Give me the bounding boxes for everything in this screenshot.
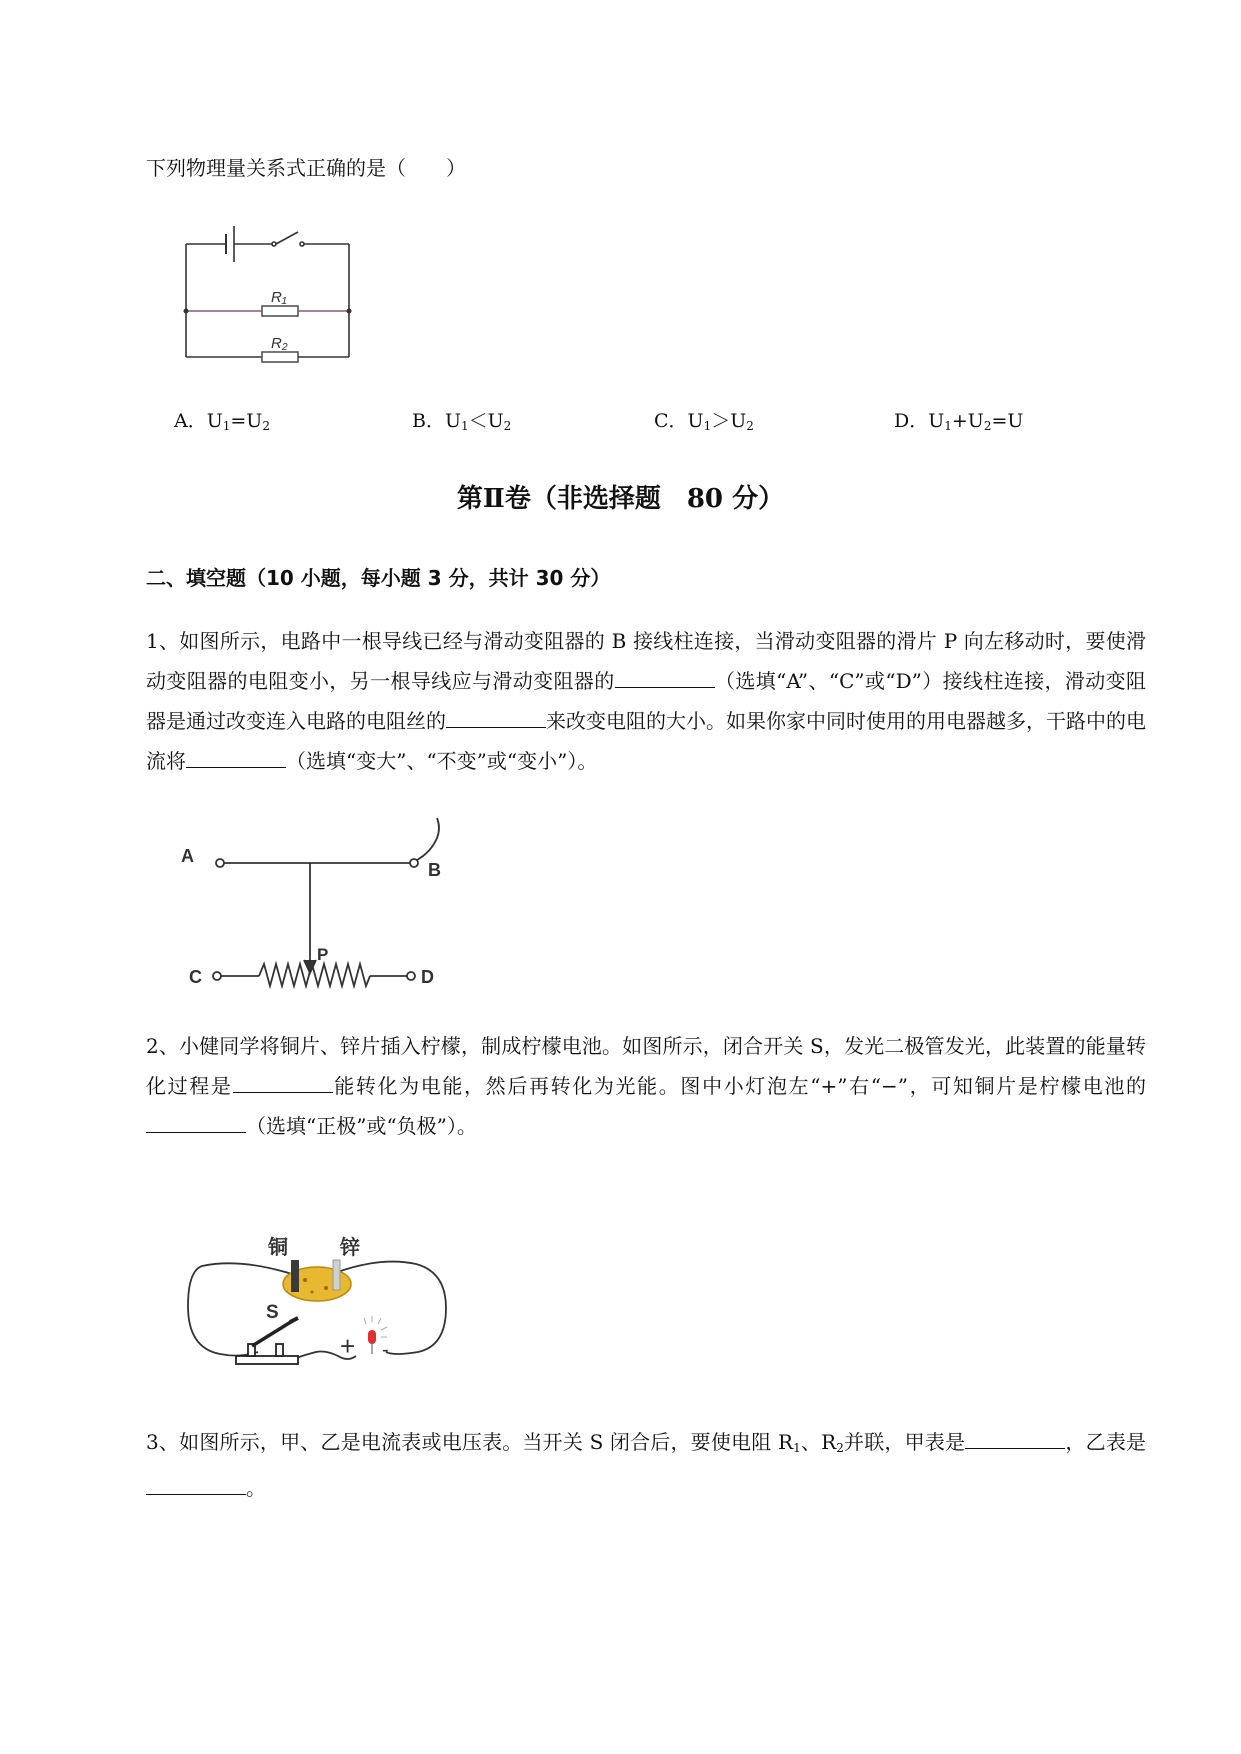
terminal-c-label: C	[189, 967, 202, 987]
question-text: 下列物理量关系式正确的是（ ）	[146, 156, 466, 180]
part-title: 第Ⅱ卷（非选择题 80 分）	[456, 484, 785, 514]
option-a[interactable]: A．$U_1=U_2$	[174, 410, 270, 433]
parallel-circuit-figure	[178, 222, 358, 367]
answer-blank[interactable]	[965, 1426, 1065, 1449]
switch-label: S	[266, 1302, 279, 1323]
led-minus-label: -	[382, 1339, 389, 1361]
copper-label: 铜	[268, 1237, 288, 1259]
option-d[interactable]: D．$U_1+U_2=U$	[894, 410, 1024, 433]
question-3: 3、如图所示，甲、乙是电流表或电压表。当开关 S 闭合后，要使电阻 $R_1$、$R_2$并联，甲表是 ，乙表是。	[146, 1422, 1146, 1508]
r2-label: R₂	[271, 335, 288, 352]
section-title: 二、填空题（10 小题，每小题 3 分，共计 30 分）	[146, 566, 611, 590]
lemon-battery-figure	[180, 1196, 460, 1376]
answer-blank[interactable]	[446, 705, 546, 728]
terminal-d-label: D	[421, 967, 434, 987]
answer-blank[interactable]	[186, 745, 286, 768]
zinc-label: 锌	[340, 1237, 360, 1259]
led-plus-label: +	[340, 1331, 356, 1361]
answer-blank[interactable]	[146, 1110, 246, 1133]
rheostat-figure	[175, 810, 475, 990]
question-2: 2、小健同学将铜片、锌片插入柠檬，制成柠檬电池。如图所示，闭合开关 S，发光二极管发光，此装置的能量转化过程是 能转化为电能，然后再转化为光能。图中小灯泡左“+”右“−”，可知铜片是柠檬电池的（选填“正极”或“负极”）。	[146, 1034, 1146, 1138]
switch-s	[236, 1318, 298, 1364]
option-b[interactable]: B．$U_1<U_2$	[412, 410, 512, 433]
slider-p-label: P	[317, 945, 329, 964]
answer-blank[interactable]	[146, 1472, 246, 1495]
terminal-a-label: A	[181, 846, 194, 866]
terminal-b-label: B	[428, 860, 441, 880]
answer-blank[interactable]	[615, 665, 715, 688]
option-c[interactable]: C．$U_1>U_2$	[654, 410, 754, 433]
r1-label: R₁	[271, 289, 287, 306]
answer-blank[interactable]	[233, 1070, 333, 1093]
question-1: 1、如图所示，电路中一根导线已经与滑动变阻器的 B 接线柱连接，当滑动变阻器的滑片 P 向左移动时，要使滑动变阻器的电阻变小，另一根导线应与滑动变阻器的 （选填“A”、“C”或“D”）接线柱连接，滑动变阻器是通过改变连入电路的电阻丝的 来改变电阻的大小。如果你家中同时使用的用电器越多，干路中的电流将 （选填“变大”、“不变”或“变小”）。	[146, 629, 1146, 773]
